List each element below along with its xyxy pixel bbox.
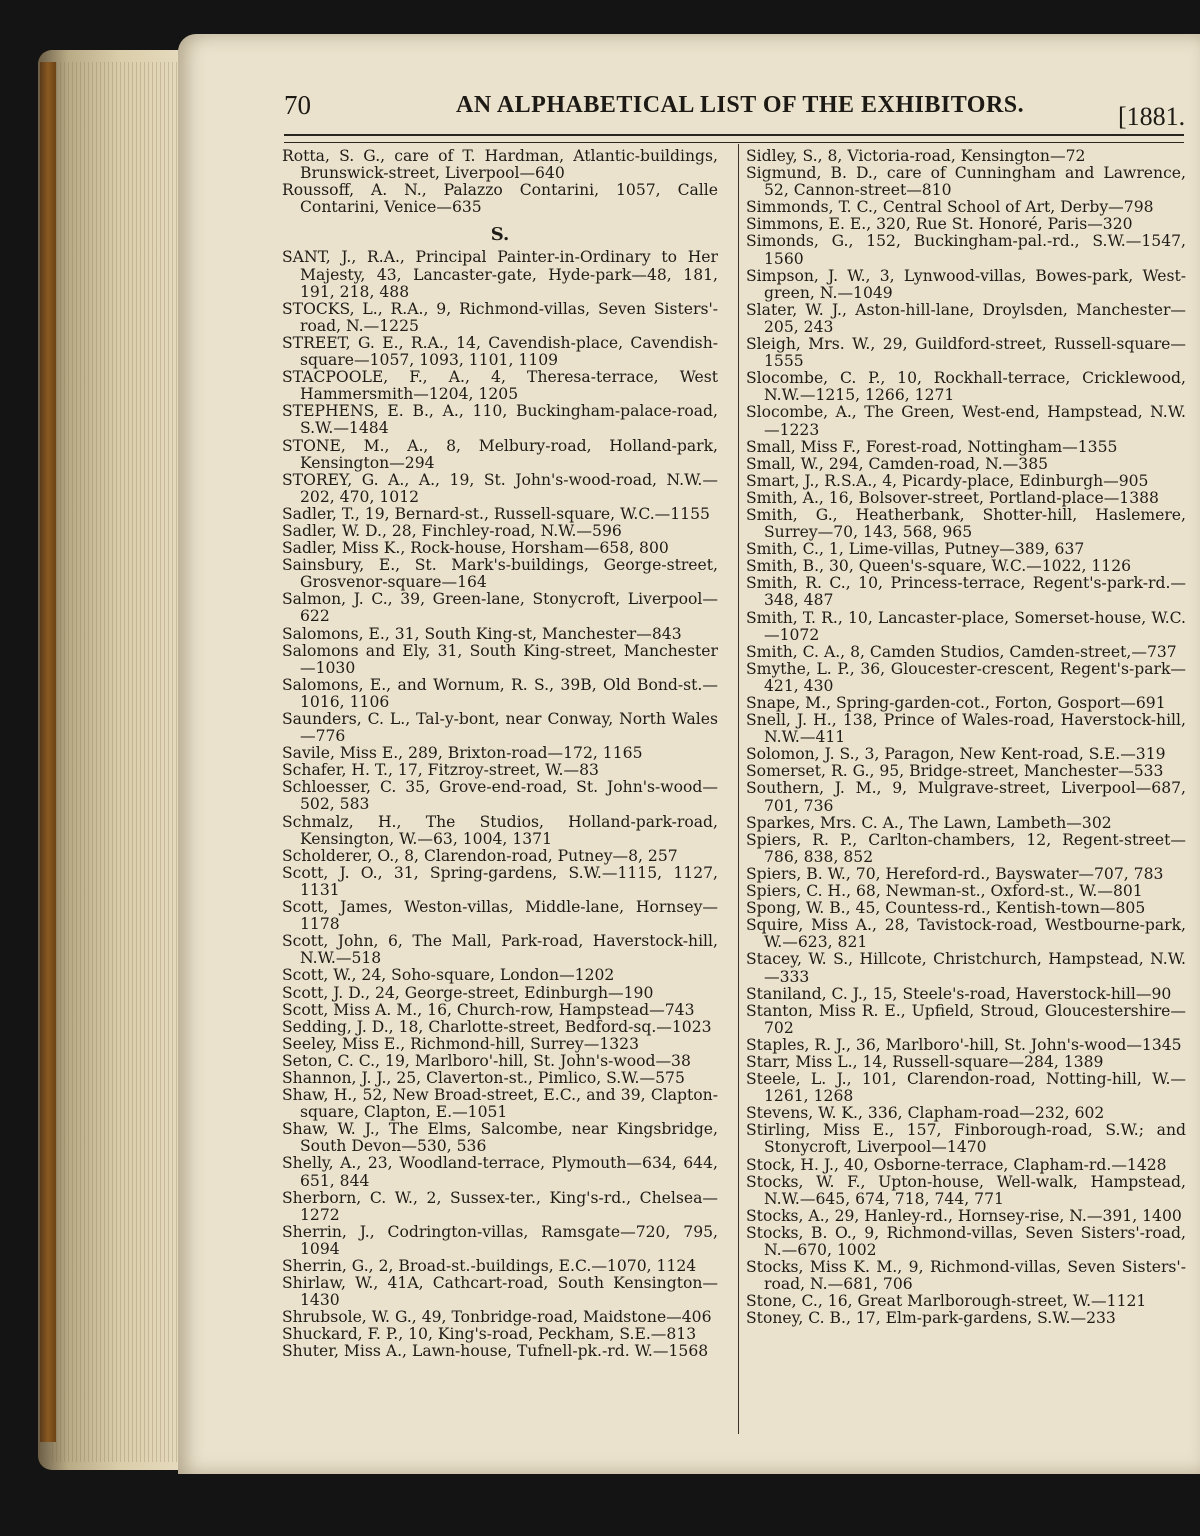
page-number: 70 (284, 90, 311, 120)
exhibitor-entry: Smith, T. R., 10, Lancaster-place, Somerset-house, W.C.—1072 (746, 608, 1186, 644)
exhibitor-entry: Sadler, T., 19, Bernard-st., Russell-square, W.C.—1155 (282, 504, 710, 523)
exhibitor-entry: Slocombe, A., The Green, West-end, Hampstead, N.W.—1223 (746, 403, 1186, 439)
exhibitor-entry: Simmonds, T. C., Central School of Art, Derby—798 (746, 198, 1154, 217)
section-letter: S. (490, 224, 510, 246)
exhibitor-entry: STEPHENS, E. B., A., 110, Buckingham-palace-road, S.W.—1484 (282, 402, 718, 438)
exhibitor-entry: Smythe, L. P., 36, Gloucester-crescent, Regent's-park—421, 430 (746, 659, 1186, 695)
running-head (178, 90, 1200, 130)
exhibitor-entry: Shaw, H., 52, New Broad-street, E.C., and 39, Clapton-square, Clapton, E.—1051 (282, 1086, 718, 1122)
exhibitor-entry: Sherrin, J., Codrington-villas, Ramsgate—720, 795, 1094 (282, 1222, 718, 1258)
exhibitor-entry: Shelly, A., 23, Woodland-terrace, Plymouth—634, 644, 651, 844 (282, 1154, 718, 1190)
exhibitor-entry: Starr, Miss L., 14, Russell-square—284, 1389 (746, 1052, 1104, 1071)
exhibitor-entry: Sedding, J. D., 18, Charlotte-street, Bedford-sq.—1023 (282, 1017, 712, 1036)
page-edge-texture (52, 62, 187, 1462)
exhibitor-entry: STOREY, G. A., A., 19, St. John's-wood-road, N.W.—202, 470, 1012 (282, 470, 718, 506)
exhibitor-entry: Smith, B., 30, Queen's-square, W.C.—1022, 1126 (746, 557, 1132, 576)
exhibitor-entry: Spiers, R. P., Carlton-chambers, 12, Regent-street—786, 838, 852 (746, 830, 1186, 866)
exhibitor-entry: STREET, G. E., R.A., 14, Cavendish-place, Cavendish-square—1057, 1093, 1101, 1109 (282, 333, 718, 370)
exhibitor-entry: Scholderer, O., 8, Clarendon-road, Putney—8, 257 (282, 846, 678, 865)
exhibitor-entry: Slocombe, C. P., 10, Rockhall-terrace, Cricklewood, N.W.—1215, 1266, 1271 (746, 369, 1186, 405)
exhibitor-entry: Shuter, Miss A., Lawn-house, Tufnell-pk.-rd. W.—1568 (282, 1342, 709, 1361)
exhibitor-entry: Staples, R. J., 36, Marlboro'-hill, St. John's-wood—1345 (746, 1035, 1182, 1054)
exhibitor-entry: Spiers, B. W., 70, Hereford-rd., Bayswater—707, 783 (746, 864, 1164, 883)
exhibitor-entry: Squire, Miss A., 28, Tavistock-road, Westbourne-park, W.—623, 821 (746, 916, 1186, 952)
exhibitor-entry: Scott, John, 6, The Mall, Park-road, Haverstock-hill, N.W.—518 (282, 932, 718, 968)
exhibitor-entry: Roussoff, A. N., Palazzo Contarini, 1057, Calle Contarini, Venice—635 (282, 181, 718, 217)
exhibitor-entry: STONE, M., A., 8, Melbury-road, Holland-park, Kensington—294 (282, 436, 718, 472)
exhibitor-entry: Smith, G., Heatherbank, Shotter-hill, Haslemere, Surrey—70, 143, 568, 965 (746, 505, 1186, 542)
exhibitor-entry: Salomons, E., 31, South King-st, Manchester—843 (282, 624, 682, 643)
book-binding (40, 62, 56, 1442)
exhibitor-entry: Shrubsole, W. G., 49, Tonbridge-road, Maidstone—406 (282, 1308, 712, 1327)
exhibitor-entry: Scott, Miss A. M., 16, Church-row, Hampstead—743 (282, 1000, 695, 1019)
exhibitor-entry: Seton, C. C., 19, Marlboro'-hill, St. John's-wood—38 (282, 1051, 691, 1070)
exhibitor-entry: Sadler, W. D., 28, Finchley-road, N.W.—596 (282, 521, 622, 540)
exhibitor-entry: Smith, A., 16, Bolsover-street, Portland-place—1388 (746, 488, 1159, 507)
exhibitor-entry: Scott, W., 24, Soho-square, London—1202 (282, 966, 615, 985)
exhibitor-entry: Steele, L. J., 101, Clarendon-road, Notting-hill, W.—1261, 1268 (746, 1070, 1186, 1106)
pre-section-entries (282, 148, 718, 216)
page-title: AN ALPHABETICAL LIST OF THE EXHIBITORS. (456, 92, 1025, 118)
exhibitor-entry: Scott, James, Weston-villas, Middle-lane, Hornsey—1178 (282, 898, 718, 934)
exhibitor-entry: Spong, W. B., 45, Countess-rd., Kentish-town—805 (746, 899, 1146, 918)
exhibitor-entry: Southern, J. M., 9, Mulgrave-street, Liverpool—687, 701, 736 (746, 779, 1186, 815)
exhibitor-entry: Smith, C., 1, Lime-villas, Putney—389, 637 (746, 540, 1085, 559)
exhibitor-entry: Schafer, H. T., 17, Fitzroy-street, W.—83 (282, 761, 599, 780)
exhibitor-entry: Sleigh, Mrs. W., 29, Guildford-street, Russell-square—1555 (746, 335, 1186, 371)
exhibitor-entry: Smith, R. C., 10, Princess-terrace, Regent's-park-rd.—348, 487 (746, 574, 1186, 610)
exhibitor-entry: Scott, J. D., 24, George-street, Edinburgh—190 (282, 983, 654, 1002)
exhibitor-entry: STOCKS, L., R.A., 9, Richmond-villas, Seven Sisters'-road, N.—1225 (282, 299, 718, 335)
exhibitor-entry: Salmon, J. C., 39, Green-lane, Stonycroft, Liverpool—622 (282, 590, 718, 626)
header-rule (284, 134, 1184, 143)
exhibitor-entry: Scott, J. O., 31, Spring-gardens, S.W.—1115, 1127, 1131 (282, 863, 718, 899)
exhibitor-entry: Snape, M., Spring-garden-cot., Forton, Gosport—691 (746, 694, 1166, 712)
exhibitor-entry: STACPOOLE, F., A., 4, Theresa-terrace, West Hammersmith—1204, 1205 (282, 368, 718, 404)
exhibitor-entry: Sparkes, Mrs. C. A., The Lawn, Lambeth—302 (746, 813, 1112, 832)
exhibitor-entry: Stirling, Miss E., 157, Finborough-road, S.W.; and Stonycroft, Liverpool—1470 (746, 1121, 1186, 1157)
right-column (746, 148, 1186, 1327)
section-s-entries (282, 249, 718, 1360)
exhibitor-entry: Salomons and Ely, 31, South King-street, Manchester—1030 (282, 641, 718, 677)
exhibitor-entry: Saunders, C. L., Tal-y-bont, near Conway, North Wales—776 (282, 710, 718, 746)
exhibitor-entry: Staniland, C. J., 15, Steele's-road, Haverstock-hill—90 (746, 984, 1172, 1003)
exhibitor-entry: Stoney, C. B., 17, Elm-park-gardens, S.W.—233 (746, 1309, 1116, 1328)
exhibitor-entry: Small, W., 294, Camden-road, N.—385 (746, 454, 1049, 473)
exhibitor-entry: Stocks, B. O., 9, Richmond-villas, Seven Sisters'-road, N.—670, 1002 (746, 1223, 1186, 1259)
exhibitor-entry: Stevens, W. K., 336, Clapham-road—232, 602 (746, 1104, 1105, 1123)
exhibitor-entry: Simmons, E. E., 320, Rue St. Honoré, Paris—320 (746, 215, 1133, 234)
exhibitor-entry: Sainsbury, E., St. Mark's-buildings, George-street, Grosvenor-square—164 (282, 556, 718, 592)
exhibitor-entry: Small, Miss F., Forest-road, Nottingham—1355 (746, 437, 1118, 456)
book-page (178, 34, 1200, 1474)
exhibitor-entry: Sherborn, C. W., 2, Sussex-ter., King's-rd., Chelsea—1272 (282, 1188, 718, 1224)
exhibitor-entry: Stocks, Miss K. M., 9, Richmond-villas, Seven Sisters'-road, N.—681, 706 (746, 1258, 1186, 1294)
exhibitor-entry: Shirlaw, W., 41A, Cathcart-road, South Kensington—1430 (282, 1274, 718, 1310)
exhibitor-entry: Seeley, Miss E., Richmond-hill, Surrey—1323 (282, 1034, 640, 1053)
exhibitor-entry: Shannon, J. J., 25, Claverton-st., Pimlico, S.W.—575 (282, 1068, 685, 1087)
exhibitor-entry: Simpson, J. W., 3, Lynwood-villas, Bowes-park, West-green, N.—1049 (746, 266, 1186, 302)
exhibitor-entry: Sadler, Miss K., Rock-house, Horsham—658, 800 (282, 539, 669, 558)
exhibitor-entry: Schmalz, H., The Studios, Holland-park-road, Kensington, W.—63, 1004, 1371 (282, 812, 718, 848)
left-column (282, 148, 718, 1361)
exhibitor-entry: Sidley, S., 8, Victoria-road, Kensington—72 (746, 147, 1086, 165)
exhibitor-entry: Shaw, W. J., The Elms, Salcombe, near Kingsbridge, South Devon—530, 536 (282, 1120, 718, 1156)
exhibitor-entry: Rotta, S. G., care of T. Hardman, Atlantic-buildings, Brunswick-street, Liverpool—640 (282, 147, 718, 183)
exhibitor-entry: Stocks, A., 29, Hanley-rd., Hornsey-rise, N.—391, 1400 (746, 1206, 1182, 1225)
exhibitor-entry: Simonds, G., 152, Buckingham-pal.-rd., S.W.—1547, 1560 (746, 232, 1186, 268)
column-divider (738, 144, 739, 1434)
exhibitor-entry: Stacey, W. S., Hillcote, Christchurch, Hampstead, N.W.—333 (746, 950, 1186, 986)
exhibitor-entry: SANT, J., R.A., Principal Painter-in-Ordinary to Her Majesty, 43, Lancaster-gate, Hyde-park—48, 181, 191, 218, 488 (282, 248, 718, 301)
exhibitor-entry: Smart, J., R.S.A., 4, Picardy-place, Edinburgh—905 (746, 471, 1149, 490)
exhibitor-entry: Solomon, J. S., 3, Paragon, New Kent-road, S.E.—319 (746, 745, 1166, 764)
right-entries (746, 148, 1186, 1327)
exhibitor-entry: Schloesser, C. 35, Grove-end-road, St. John's-wood—502, 583 (282, 778, 718, 814)
exhibitor-entry: Stanton, Miss R. E., Upfield, Stroud, Gloucestershire—702 (746, 1001, 1186, 1037)
exhibitor-entry: Spiers, C. H., 68, Newman-st., Oxford-st., W.—801 (746, 882, 1143, 901)
exhibitor-entry: Slater, W. J., Aston-hill-lane, Droylsden, Manchester—205, 243 (746, 300, 1186, 336)
exhibitor-entry: Snell, J. H., 138, Prince of Wales-road, Haverstock-hill, N.W.—411 (746, 711, 1186, 747)
exhibitor-entry: Sherrin, G., 2, Broad-st.-buildings, E.C.—1070, 1124 (282, 1257, 697, 1275)
exhibitor-entry: Shuckard, F. P., 10, King's-road, Peckham, S.E.—813 (282, 1325, 697, 1344)
exhibitor-entry: Stone, C., 16, Great Marlborough-street, W.—1121 (746, 1292, 1147, 1311)
exhibitor-entry: Sigmund, B. D., care of Cunningham and Lawrence, 52, Cannon-street—810 (746, 164, 1186, 200)
exhibitor-entry: Savile, Miss E., 289, Brixton-road—172, 1165 (282, 744, 643, 763)
exhibitor-entry: Somerset, R. G., 95, Bridge-street, Manchester—533 (746, 762, 1164, 781)
exhibitor-entry: Salomons, E., and Wornum, R. S., 39B, Old Bond-st.—1016, 1106 (282, 675, 718, 711)
year-marker: [1881. (1118, 102, 1186, 131)
exhibitor-entry: Smith, C. A., 8, Camden Studios, Camden-street,—737 (746, 642, 1177, 661)
exhibitor-entry: Stocks, W. F., Upton-house, Well-walk, Hampstead, N.W.—645, 674, 718, 744, 771 (746, 1172, 1186, 1208)
exhibitor-entry: Stock, H. J., 40, Osborne-terrace, Clapham-rd.—1428 (746, 1155, 1167, 1174)
